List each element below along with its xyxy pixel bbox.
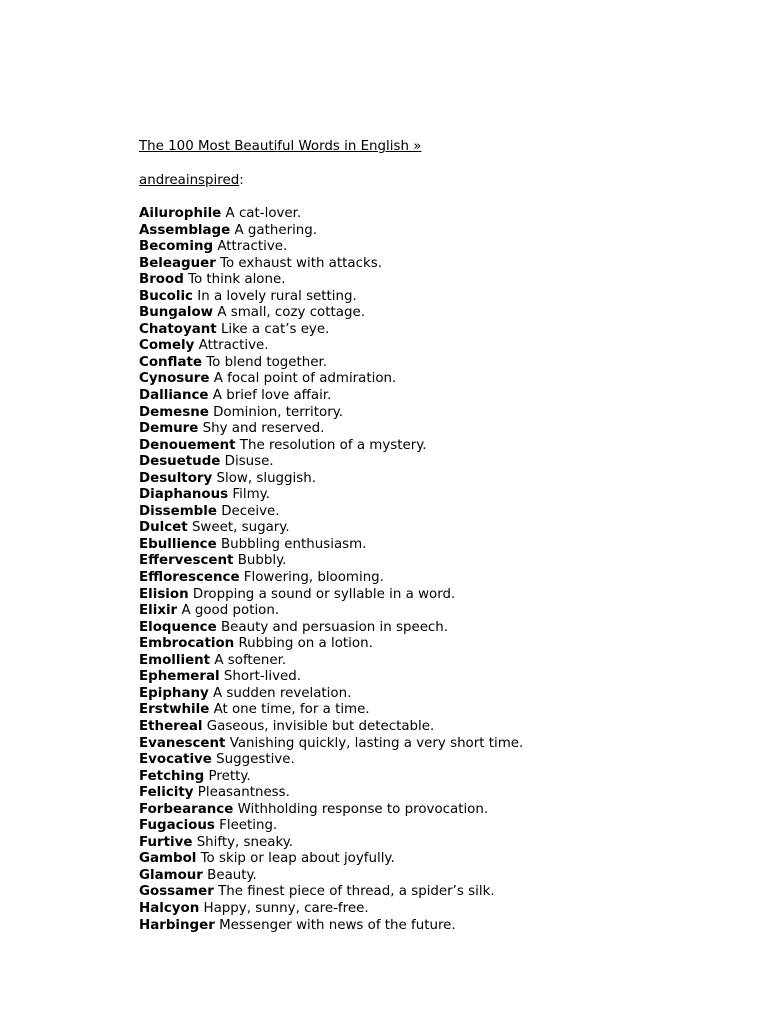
list-item xyxy=(139,653,739,670)
entry-definition: A gathering. xyxy=(234,222,318,238)
entry-definition: To blend together. xyxy=(206,354,328,370)
entry-term: Dalliance xyxy=(139,388,209,404)
entry-definition: A brief love affair. xyxy=(212,388,332,404)
list-item xyxy=(139,438,739,455)
entry-term: Embrocation xyxy=(139,636,235,652)
entry-term: Gossamer xyxy=(139,884,214,900)
list-item xyxy=(139,686,739,703)
entry-definition: Beauty. xyxy=(207,867,257,883)
entry-term: Desultory xyxy=(139,470,213,486)
entry-term: Emollient xyxy=(139,652,211,668)
entry-term: Evocative xyxy=(139,752,212,768)
entry-term: Ephemeral xyxy=(139,669,220,685)
entry-definition: Vanishing quickly, lasting a very short time. xyxy=(229,735,524,751)
entry-term: Denouement xyxy=(139,437,236,453)
entry-term: Felicity xyxy=(139,785,194,801)
entry-term: Dulcet xyxy=(139,520,188,536)
list-item xyxy=(139,454,739,471)
entry-definition: Pleasantness. xyxy=(197,785,290,801)
entry-definition: Shy and reserved. xyxy=(202,421,325,437)
entry-term: Demesne xyxy=(139,404,209,420)
list-item xyxy=(139,256,739,273)
entry-definition: Short-lived. xyxy=(223,669,302,685)
entry-term: Efflorescence xyxy=(139,570,240,586)
entry-term: Gambol xyxy=(139,851,197,867)
entry-term: Elision xyxy=(139,586,189,602)
entry-definition: Disuse. xyxy=(224,454,274,470)
entry-definition: Sweet, sugary. xyxy=(191,520,290,536)
entry-term: Ebullience xyxy=(139,536,217,552)
list-item xyxy=(139,752,739,769)
entry-definition: In a lovely rural setting. xyxy=(197,288,357,304)
entry-definition: The resolution of a mystery. xyxy=(239,437,427,453)
document-page xyxy=(139,138,739,934)
entry-definition: Suggestive. xyxy=(216,752,295,768)
entry-term: Epiphany xyxy=(139,685,209,701)
list-item xyxy=(139,587,739,604)
entry-definition: A good potion. xyxy=(181,603,280,619)
entry-term: Ailurophile xyxy=(139,206,222,221)
entry-definition: Bubbly. xyxy=(237,553,287,569)
entry-definition: A softener. xyxy=(214,652,287,668)
list-item xyxy=(139,669,739,686)
entry-term: Cynosure xyxy=(139,371,210,387)
entry-term: Diaphanous xyxy=(139,487,229,503)
list-item xyxy=(139,620,739,637)
entry-term: Eloquence xyxy=(139,619,217,635)
list-item xyxy=(139,421,739,438)
list-item xyxy=(139,868,739,885)
entry-term: Furtive xyxy=(139,834,193,850)
list-item xyxy=(139,322,739,339)
entry-term: Assemblage xyxy=(139,222,231,238)
entry-term: Demure xyxy=(139,421,199,437)
author-line xyxy=(139,172,739,190)
entry-term: Ethereal xyxy=(139,718,203,734)
entry-term: Glamour xyxy=(139,867,203,883)
entry-definition: Beauty and persuasion in speech. xyxy=(220,619,449,635)
author-link[interactable]: andreainspired xyxy=(139,173,240,188)
list-item xyxy=(139,405,739,422)
list-item xyxy=(139,355,739,372)
entry-definition: Filmy. xyxy=(232,487,270,503)
entry-term: Desuetude xyxy=(139,454,221,470)
entry-definition: Messenger with news of the future. xyxy=(219,917,456,933)
list-item xyxy=(139,570,739,587)
list-item xyxy=(139,504,739,521)
entry-definition: Fleeting. xyxy=(219,818,278,834)
entry-term: Forbearance xyxy=(139,801,234,817)
entry-definition: Shifty, sneaky. xyxy=(196,834,294,850)
list-item xyxy=(139,802,739,819)
list-item xyxy=(139,553,739,570)
entry-term: Halcyon xyxy=(139,900,200,916)
entry-term: Fugacious xyxy=(139,818,215,834)
list-item xyxy=(139,471,739,488)
list-item xyxy=(139,769,739,786)
list-item xyxy=(139,918,739,935)
entry-definition: Happy, sunny, care-free. xyxy=(203,900,369,916)
entry-definition: A focal point of admiration. xyxy=(213,371,397,387)
list-item xyxy=(139,520,739,537)
entry-definition: Dominion, territory. xyxy=(213,404,343,420)
list-item xyxy=(139,603,739,620)
entry-term: Bungalow xyxy=(139,305,214,321)
entry-term: Evanescent xyxy=(139,735,226,751)
entry-term: Elixir xyxy=(139,603,178,619)
list-item xyxy=(139,388,739,405)
list-item xyxy=(139,371,739,388)
entry-definition: Withholding response to provocation. xyxy=(237,801,489,817)
entry-term: Conflate xyxy=(139,354,203,370)
list-item xyxy=(139,537,739,554)
list-item xyxy=(139,901,739,918)
list-item xyxy=(139,487,739,504)
entry-definition: Pretty. xyxy=(208,768,251,784)
entry-definition: A small, cozy cottage. xyxy=(217,305,365,321)
list-item xyxy=(139,818,739,835)
entry-definition: Flowering, blooming. xyxy=(243,570,384,586)
list-item xyxy=(139,835,739,852)
author-suffix: : xyxy=(239,173,244,188)
entry-definition: Attractive. xyxy=(217,239,288,255)
entry-definition: Dropping a sound or syllable in a word. xyxy=(192,586,456,602)
entry-term: Fetching xyxy=(139,768,205,784)
entry-term: Beleaguer xyxy=(139,255,216,271)
entry-definition: A sudden revelation. xyxy=(213,685,352,701)
word-list xyxy=(139,206,739,934)
list-item xyxy=(139,884,739,901)
entry-term: Becoming xyxy=(139,239,214,255)
list-item xyxy=(139,223,739,240)
list-item xyxy=(139,338,739,355)
list-item xyxy=(139,272,739,289)
list-item xyxy=(139,736,739,753)
document-title-link[interactable]: The 100 Most Beautiful Words in English » xyxy=(139,139,422,154)
entry-definition: Attractive. xyxy=(198,338,269,354)
list-item xyxy=(139,702,739,719)
entry-term: Chatoyant xyxy=(139,321,217,337)
entry-definition: A cat-lover. xyxy=(225,206,302,221)
entry-definition: The finest piece of thread, a spider’s silk. xyxy=(218,884,495,900)
entry-definition: Slow, sluggish. xyxy=(216,470,317,486)
list-item xyxy=(139,636,739,653)
entry-definition: At one time, for a time. xyxy=(213,702,370,718)
entry-definition: Like a cat’s eye. xyxy=(220,321,330,337)
entry-definition: Bubbling enthusiasm. xyxy=(220,536,367,552)
entry-term: Erstwhile xyxy=(139,702,210,718)
entry-term: Effervescent xyxy=(139,553,234,569)
entry-term: Brood xyxy=(139,272,184,288)
entry-definition: Deceive. xyxy=(221,503,280,519)
entry-definition: To think alone. xyxy=(188,272,286,288)
entry-definition: Rubbing on a lotion. xyxy=(238,636,373,652)
entry-definition: Gaseous, invisible but detectable. xyxy=(206,718,435,734)
list-item xyxy=(139,289,739,306)
list-item xyxy=(139,785,739,802)
list-item xyxy=(139,719,739,736)
entry-definition: To exhaust with attacks. xyxy=(220,255,382,271)
list-item xyxy=(139,206,739,223)
entry-definition: To skip or leap about joyfully. xyxy=(200,851,395,867)
entry-term: Comely xyxy=(139,338,195,354)
entry-term: Harbinger xyxy=(139,917,215,933)
list-item xyxy=(139,305,739,322)
list-item xyxy=(139,851,739,868)
list-item xyxy=(139,239,739,256)
entry-term: Dissemble xyxy=(139,503,217,519)
entry-term: Bucolic xyxy=(139,288,193,304)
